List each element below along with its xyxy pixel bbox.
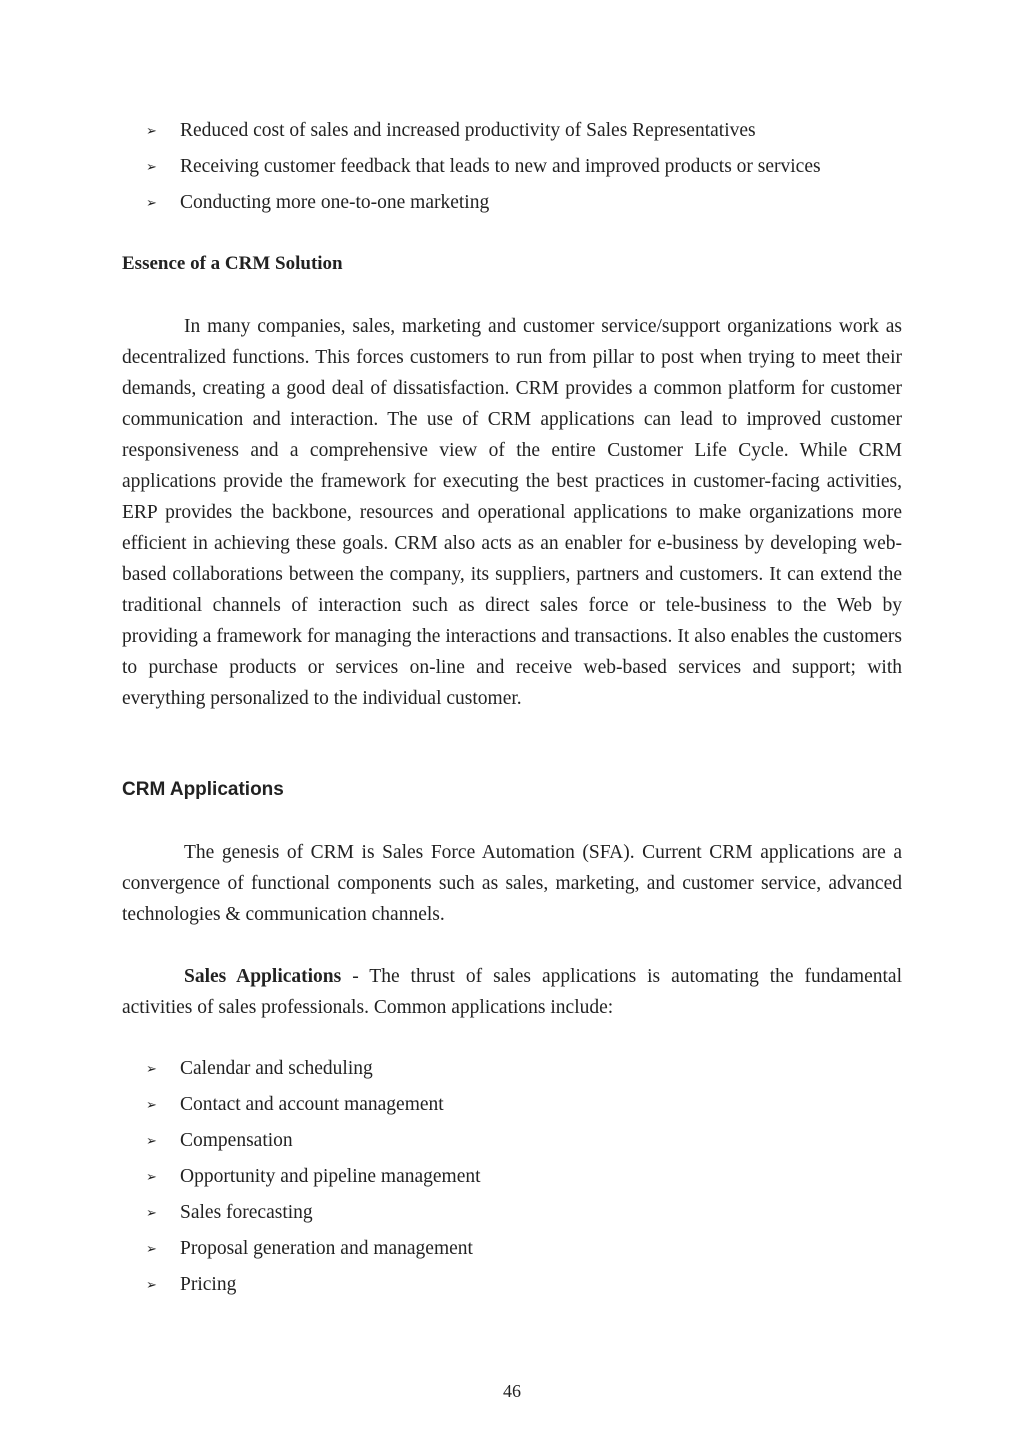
list-item [122, 154, 902, 190]
arrow-bullet-icon: ➢ [146, 123, 157, 138]
list-item-text: Opportunity and pipeline management [180, 1166, 481, 1187]
sales-applications-list [122, 1056, 902, 1308]
section-heading-essence: Essence of a CRM Solution [122, 253, 343, 274]
list-item [122, 118, 902, 154]
crm-applications-paragraph: The genesis of CRM is Sales Force Automation (SFA). Current CRM applications are a convergence of functional components such as sales, marketing, and customer service, advanced technologies & communication channels. [122, 842, 902, 925]
list-item [122, 1128, 902, 1164]
sales-applications-label: Sales Applications [184, 966, 342, 987]
arrow-bullet-icon: ➢ [146, 1061, 157, 1076]
essence-paragraph: In many companies, sales, marketing and customer service/support organizations work as decentralized functions. This forces customers to run from pillar to post when trying to meet their demands, creating a good deal of dissatisfaction. CRM provides a common platform for customer communication and interaction. The use of CRM applications can lead to improved customer responsiveness and a comprehensive view of the entire Customer Life Cycle. While CRM applications provide the framework for executing the best practices in customer-facing activities, ERP provides the backbone, resources and operational applications to make organizations more efficient in achieving these goals. CRM also acts as an enabler for e-business by developing web-based collaborations between the company, its suppliers, partners and customers. It can extend the traditional channels of interaction such as direct sales force or tele-business to the Web by providing a framework for managing the interactions and transactions. It also enables the customers to purchase products or services on-line and receive web-based services and support; with everything personalized to the individual customer. [122, 316, 902, 709]
arrow-bullet-icon: ➢ [146, 1241, 157, 1256]
list-item-text: Compensation [180, 1130, 293, 1151]
page-number: 46 [503, 1381, 521, 1401]
arrow-bullet-icon: ➢ [146, 1133, 157, 1148]
section-heading-crm-applications: CRM Applications [122, 779, 284, 800]
list-item-text: Contact and account management [180, 1094, 444, 1115]
arrow-bullet-icon: ➢ [146, 1097, 157, 1112]
list-item [122, 1236, 902, 1272]
list-item [122, 1164, 902, 1200]
list-item [122, 1200, 902, 1236]
list-item-text: Proposal generation and management [180, 1238, 473, 1259]
list-item [122, 1092, 902, 1128]
arrow-bullet-icon: ➢ [146, 1205, 157, 1220]
list-item-text: Receiving customer feedback that leads to new and improved products or services [180, 156, 821, 177]
list-item [122, 1272, 902, 1308]
arrow-bullet-icon: ➢ [146, 1277, 157, 1292]
arrow-bullet-icon: ➢ [146, 159, 157, 174]
list-item [122, 190, 902, 226]
list-item-text: Sales forecasting [180, 1202, 313, 1223]
list-item-text: Pricing [180, 1274, 237, 1295]
arrow-bullet-icon: ➢ [146, 1169, 157, 1184]
sales-applications-paragraph [122, 961, 902, 1023]
list-item-text: Reduced cost of sales and increased productivity of Sales Representatives [180, 120, 756, 141]
list-item-text: Conducting more one-to-one marketing [180, 192, 490, 213]
list-item [122, 1056, 902, 1092]
sales-applications-text: - The thrust of sales applications is automating the fundamental activities of sales professionals. Common applications include: [122, 966, 902, 1018]
list-item-text: Calendar and scheduling [180, 1058, 373, 1079]
arrow-bullet-icon: ➢ [146, 195, 157, 210]
benefits-list [122, 118, 902, 226]
